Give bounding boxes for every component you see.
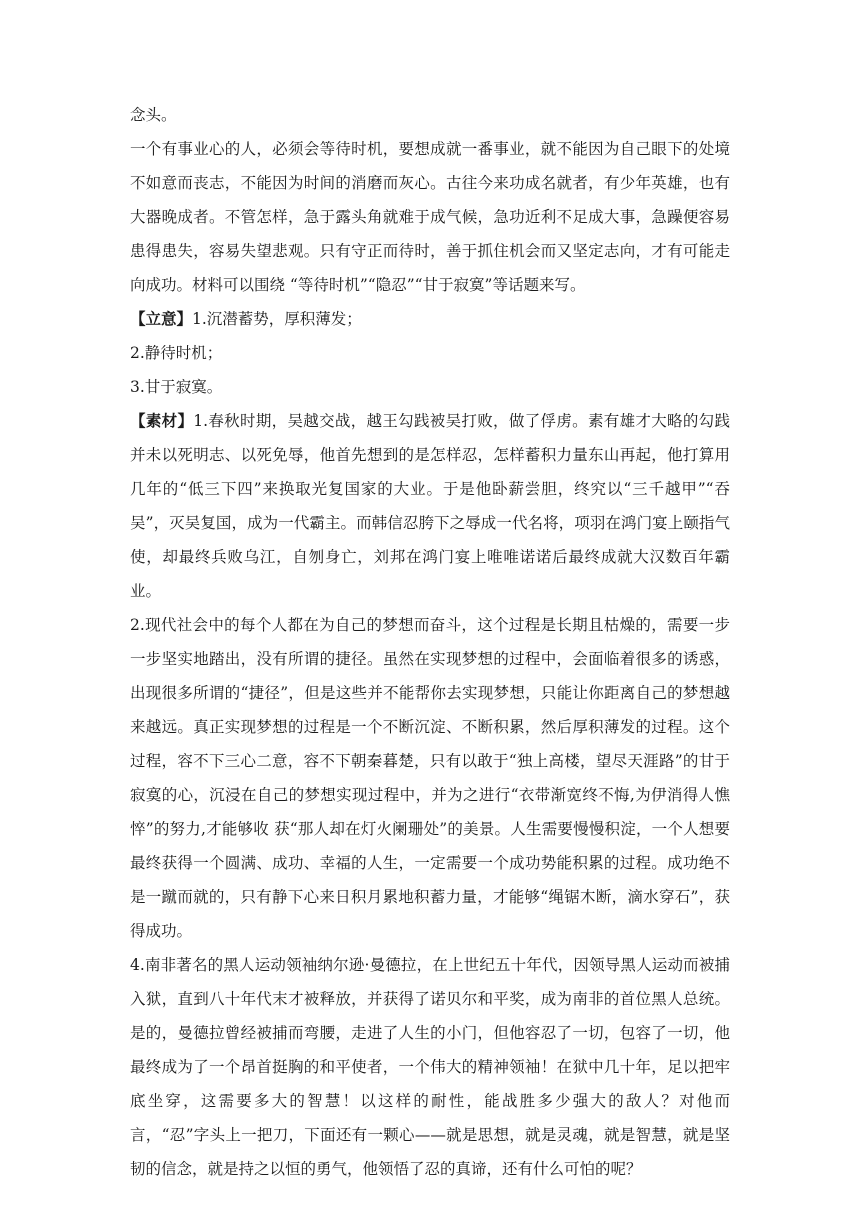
paragraph-material-1 xyxy=(130,404,730,608)
paragraph-text: 1.沉潜蓄势，厚积薄发； xyxy=(192,310,362,328)
document-body xyxy=(130,98,730,1186)
paragraph-theme-2 xyxy=(130,336,730,370)
paragraph-text: 2.静待时机； xyxy=(130,344,223,362)
paragraph-text: 念头。 xyxy=(130,106,177,124)
paragraph-text: 1.春秋时期，吴越交战，越王勾践被吴打败，做了俘虏。素有雄才大略的勾践并未以死明志、以死免辱，他首先想到的是怎样忍，怎样蓄积力量东山再起，他打算用几年的“低三下四”来换取光复国家的大业。于是他卧薪尝胆，终究以“三千越甲”“吞吴”，灭吴复国，成为一代霸主。而韩信忍胯下之辱成一代名将，项羽在鸿门宴上颐指气使，却最终兵败乌江，自刎身亡，刘邦在鸿门宴上唯唯诺诺后最终成就大汉数百年霸业。 xyxy=(130,412,730,600)
paragraph-theme-1 xyxy=(130,302,730,336)
paragraph-material-4 xyxy=(130,948,730,1186)
paragraph-text: 3.甘于寂寞。 xyxy=(130,378,223,396)
paragraph-text: 4.南非著名的黑人运动领袖纳尔逊·曼德拉，在上世纪五十年代，因领导黑人运动而被捕入狱，直到八十年代末才被释放，并获得了诺贝尔和平奖，成为南非的首位黑人总统。是的，曼德拉曾经被捕而弯腰，走进了人生的小门，但他容忍了一切，包容了一切，他最终成为了一个昂首挺胸的和平使者，一个伟大的精神领袖！在狱中几十年，足以把牢底坐穿，这需要多大的智慧！以这样的耐性，能战胜多少强大的敌人？对他而言，“忍”字头上一把刀，下面还有一颗心——就是思想，就是灵魂，就是智慧，就是坚韧的信念，就是持之以恒的勇气，他领悟了忍的真谛，还有什么可怕的呢？ xyxy=(130,956,730,1178)
paragraph-material-2 xyxy=(130,608,730,948)
section-label-material: 【素材】 xyxy=(130,411,194,430)
paragraph-theme-3 xyxy=(130,370,730,404)
section-label-theme: 【立意】 xyxy=(130,309,193,328)
paragraph-fragment xyxy=(130,98,730,132)
paragraph-text: 一个有事业心的人，必须会等待时机，要想成就一番事业，就不能因为自己眼下的处境不如意而丧志，不能因为时间的消磨而灰心。古往今来功成名就者，有少年英雄，也有大器晚成者。不管怎样，急于露头角就难于成气候，急功近利不足成大事，急躁便容易患得患失，容易失望悲观。只有守正而待时，善于抓住机会而又坚定志向，才有可能走向成功。材料可以围绕 “等待时机”“隐忍”“甘于寂寞”等话题来写。 xyxy=(130,140,730,294)
paragraph-intro xyxy=(130,132,730,302)
paragraph-text: 2.现代社会中的每个人都在为自己的梦想而奋斗，这个过程是长期且枯燥的，需要一步一步坚实地踏出，没有所谓的捷径。虽然在实现梦想的过程中，会面临着很多的诱惑，出现很多所谓的“捷径”，但是这些并不能帮你去实现梦想，只能让你距离自己的梦想越来越远。真正实现梦想的过程是一个不断沉淀、不断积累，然后厚积薄发的过程。这个过程，容不下三心二意，容不下朝秦暮楚，只有以敢于“独上高楼，望尽天涯路”的甘于寂寞的心，沉浸在自己的梦想实现过程中，并为之进行“衣带渐宽终不悔,为伊消得人憔悴”的努力,才能够收 获“那人却在灯火阑珊处”的美景。人生需要慢慢积淀，一个人想要最终获得一个圆满、成功、幸福的人生，一定需要一个成功势能积累的过程。成功绝不是一蹴而就的，只有静下心来日积月累地积蓄力量，才能够“绳锯木断，滴水穿石”，获得成功。 xyxy=(130,616,730,940)
